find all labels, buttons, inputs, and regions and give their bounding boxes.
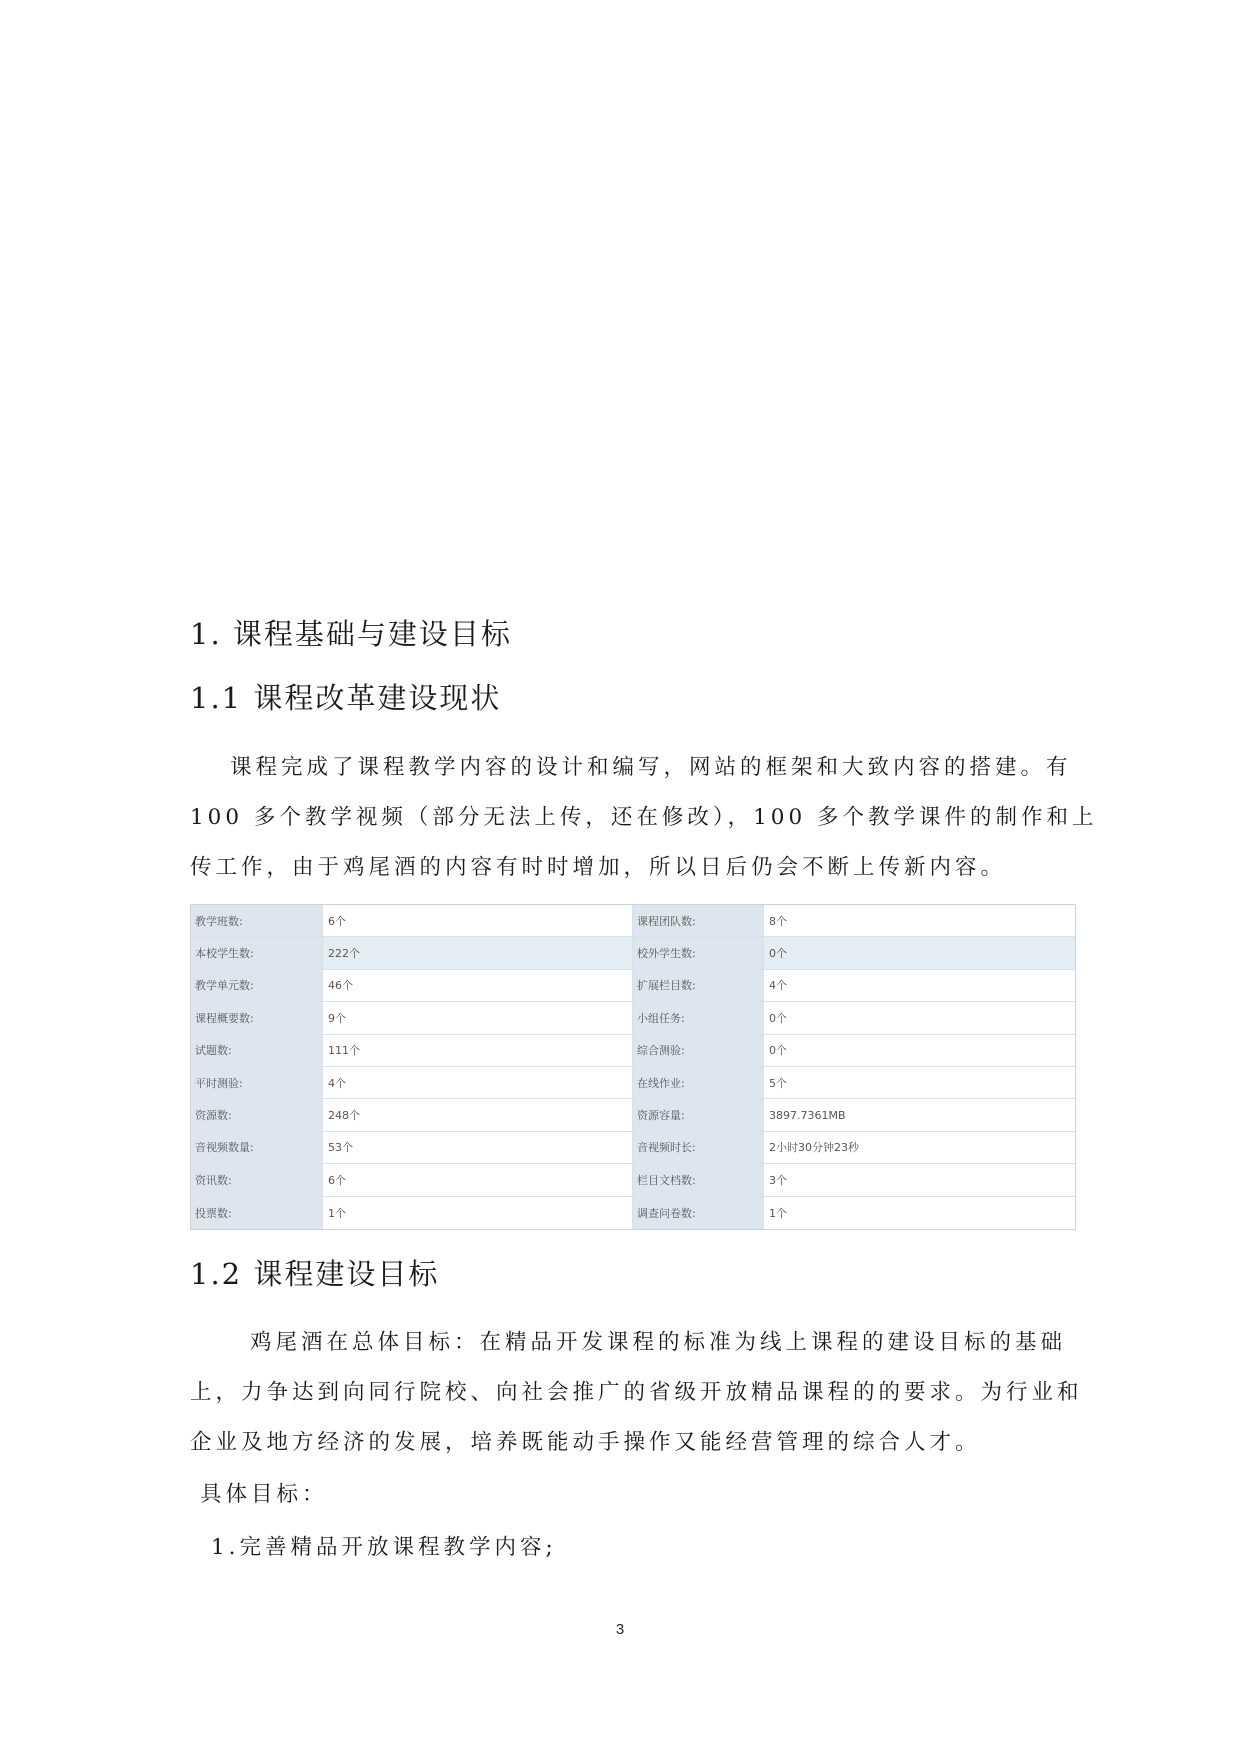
table-row	[191, 1035, 1075, 1067]
table-row	[191, 970, 1075, 1002]
table-row	[191, 1132, 1075, 1164]
stat-value: 1个	[763, 1197, 1075, 1229]
stat-label: 校外学生数:	[632, 937, 763, 968]
status-line-2: 100 多个教学视频（部分无法上传，还在修改），100 多个教学课件的制作和上	[190, 805, 1098, 830]
stat-label: 平时测验:	[191, 1067, 322, 1098]
stat-value: 6个	[322, 1164, 632, 1195]
subsection-heading-status: 1.1 课程改革建设现状	[190, 681, 502, 715]
section-heading: 1. 课程基础与建设目标	[190, 617, 512, 651]
stat-label: 投票数:	[191, 1197, 322, 1229]
stat-label: 扩展栏目数:	[632, 970, 763, 1001]
table-row	[191, 1164, 1075, 1196]
stat-label: 栏目文档数:	[632, 1164, 763, 1195]
stat-value: 3897.7361MB	[763, 1099, 1075, 1130]
stat-value: 4个	[322, 1067, 632, 1098]
status-line-3: 传工作，由于鸡尾酒的内容有时时增加，所以日后仍会不断上传新内容。	[190, 855, 1007, 880]
stat-value: 111个	[322, 1035, 632, 1066]
stat-label: 课程团队数:	[632, 905, 763, 936]
stat-label: 课程概要数:	[191, 1002, 322, 1033]
page-number: 3	[615, 1621, 625, 1638]
course-stats-table	[190, 904, 1076, 1230]
stat-label: 小组任务:	[632, 1002, 763, 1033]
goal-line-1: 鸡尾酒在总体目标：在精品开发课程的标准为线上课程的建设目标的基础	[250, 1330, 1067, 1355]
subsection-heading-goal: 1.2 课程建设目标	[190, 1257, 440, 1291]
specific-goal-item-1: 1.完善精品开放课程教学内容;	[211, 1535, 557, 1560]
stat-value: 2小时30分钟23秒	[763, 1132, 1075, 1163]
goal-line-3: 企业及地方经济的发展，培养既能动手操作又能经营管理的综合人才。	[190, 1430, 981, 1455]
stat-value: 5个	[763, 1067, 1075, 1098]
stat-value: 9个	[322, 1002, 632, 1033]
stat-label: 教学班数:	[191, 905, 322, 936]
stat-label: 资源数:	[191, 1099, 322, 1130]
stat-label: 本校学生数:	[191, 937, 322, 968]
table-row	[191, 1067, 1075, 1099]
table-row	[191, 937, 1075, 969]
stat-label: 试题数:	[191, 1035, 322, 1066]
stat-value: 0个	[763, 937, 1075, 968]
table-row	[191, 905, 1075, 937]
specific-goals-label: 具体目标：	[200, 1482, 328, 1507]
stat-value: 8个	[763, 905, 1075, 936]
status-line-1: 课程完成了课程教学内容的设计和编写，网站的框架和大致内容的搭建。有	[230, 755, 1072, 780]
stat-label: 调查问卷数:	[632, 1197, 763, 1229]
stat-value: 4个	[763, 970, 1075, 1001]
stat-value: 6个	[322, 905, 632, 936]
stat-value: 0个	[763, 1035, 1075, 1066]
stat-label: 教学单元数:	[191, 970, 322, 1001]
stat-value: 1个	[322, 1197, 632, 1229]
stat-value: 222个	[322, 937, 632, 968]
stat-value: 3个	[763, 1164, 1075, 1195]
stat-value: 53个	[322, 1132, 632, 1163]
goal-line-2: 上，力争达到向同行院校、向社会推广的省级开放精品课程的的要求。为行业和	[190, 1380, 1083, 1405]
table-row	[191, 1197, 1075, 1229]
stat-label: 资讯数:	[191, 1164, 322, 1195]
table-row	[191, 1099, 1075, 1131]
stat-value: 46个	[322, 970, 632, 1001]
stat-label: 综合测验:	[632, 1035, 763, 1066]
stat-label: 音视频时长:	[632, 1132, 763, 1163]
stat-value: 248个	[322, 1099, 632, 1130]
stat-label: 在线作业:	[632, 1067, 763, 1098]
table-row	[191, 1002, 1075, 1034]
stat-label: 资源容量:	[632, 1099, 763, 1130]
stat-label: 音视频数量:	[191, 1132, 322, 1163]
stat-value: 0个	[763, 1002, 1075, 1033]
